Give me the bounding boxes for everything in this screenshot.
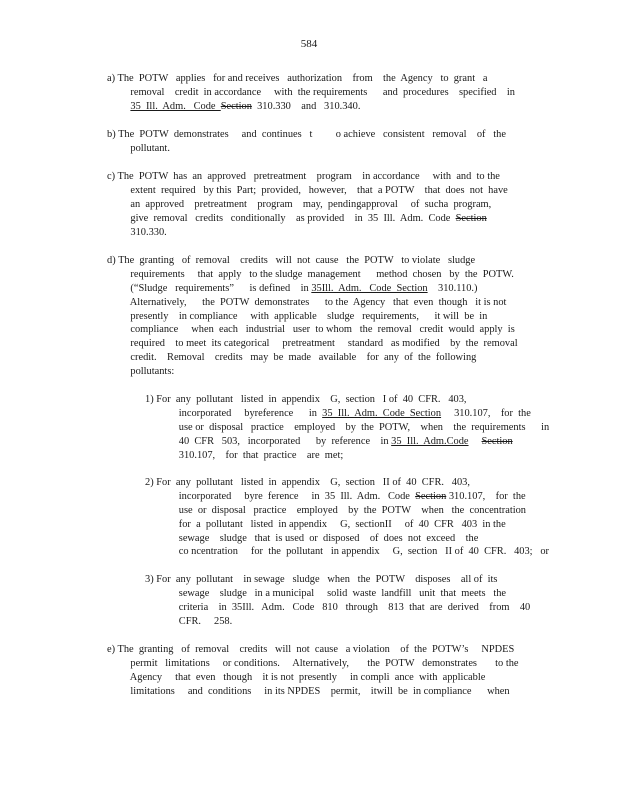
paragraph-e [107,643,537,699]
sub-1-line: 40 CFR 503, incorporated by reference in 35 Ill. Adm.Code Section [145,435,513,447]
subparagraph-3 [145,573,545,629]
para-c-line: c) The POTW has an approved pretreatment program in accordance with and to the [107,171,500,182]
paragraph-b [107,128,537,156]
sub-2-line: use or disposal practice employed by the POTW when the concentration [145,504,526,516]
sub-1-line: 1) For any pollutant listed in appendix G, section I of 40 CFR. 403, [145,394,467,405]
sub-2-line: 2) For any pollutant listed in appendix G, section II of 40 CFR. 403, [145,477,470,488]
para-d-line: d) The granting of removal credits will not cause the POTW to violate sludge [107,255,476,266]
paragraph-a [107,72,537,114]
para-a-line: removal credit in accordance with the requirements and procedures specified in [107,86,515,98]
para-d-line: presently in compliance with applicable sludge requirements, it will be in [107,310,488,322]
para-b-line: pollutant. [107,142,170,154]
page-number: 584 [300,38,318,50]
para-c-line: give removal credits conditionally as provided in 35 Ill. Adm. Code Section [107,212,487,224]
para-d-line: pollutants: [107,366,175,378]
para-c-line: 310.330. [107,226,167,238]
para-d-line: requirements that apply to the sludge management method chosen by the POTW. [107,268,514,280]
para-e-line: permit limitations or conditions. Alternatively, the POTW demonstrates to the [107,657,519,669]
para-a-line: 35 Ill. Adm. Code Section 310.330 and 310.340. [130,100,361,112]
sub-2-line: incorporated byre ference in 35 Ill. Adm. Code Section 310.107, for the [145,490,526,502]
para-d-line: (“Sludge requirements” is defined in 35Ill. Adm. Code Section 310.110.) [107,282,478,294]
paragraph-c [107,170,537,239]
sub-3-line: 3) For any pollutant in sewage sludge when the POTW disposes all of its [145,574,498,585]
para-b-line: b) The POTW demonstrates and continues t o achieve consistent removal of the [107,129,506,140]
para-c-line: an approved pretreatment program may, pendingapproval of sucha program, [107,198,492,210]
sub-3-line: CFR. 258. [145,615,233,627]
subparagraph-1 [145,393,550,462]
para-d-line: Alternatively, the POTW demonstrates to the Agency that even though it is not [107,296,507,308]
subparagraph-2 [145,476,550,559]
para-d-line: required to meet its categorical pretreatment standard as modified by the removal [107,338,518,350]
sub-3-line: criteria in 35Ill. Adm. Code 810 through 813 that are derived from 40 [145,601,531,613]
para-d-line: credit. Removal credits may be made available for any of the following [107,352,477,364]
sub-2-line: sewage sludge that is used or disposed of does not exceed the [145,532,479,544]
sub-1-line: incorporated byreference in 35 Ill. Adm. Code Section 310.107, for the [145,407,531,419]
para-c-line: extent required by this Part; provided, however, that a POTW that does not have [107,184,508,196]
sub-2-line: for a pollutant listed in appendix G, sectionII of 40 CFR 403 in the [145,518,506,530]
sub-3-line: sewage sludge in a municipal solid waste landfill unit that meets the [145,587,507,599]
para-d-line: compliance when each industrial user to whom the removal credit would apply is [107,324,515,336]
sub-1-line: 310.107, for that practice are met; [145,449,344,461]
para-e-line: limitations and conditions in its NPDES permit, itwill be in compliance when [107,685,510,697]
para-a-line: a) The POTW applies for and receives authorization from the Agency to grant a [107,73,488,84]
sub-2-line: co ncentration for the pollutant in appendix G, section II of 40 CFR. 403; or [145,546,550,558]
sub-1-line: use or disposal practice employed by the POTW, when the requirements in [145,421,550,433]
para-e-line: e) The granting of removal credits will not cause a violation of the POTW’s NPDES [107,644,515,655]
para-e-line: Agency that even though it is not presently in compli ance with applicable [107,671,486,683]
paragraph-d [107,254,537,379]
